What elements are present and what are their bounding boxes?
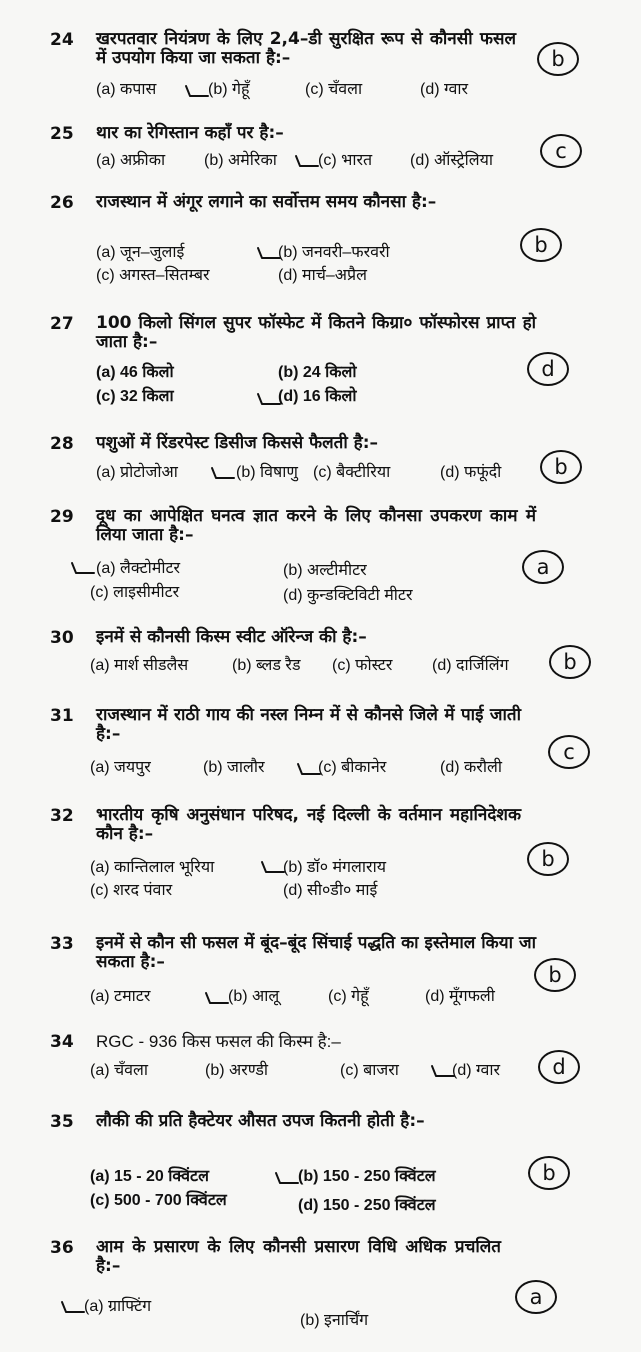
tick-mark-icon <box>294 150 320 168</box>
option-a: (a) जून–जुलाई <box>96 244 185 261</box>
answer-circle: a <box>515 1280 557 1314</box>
answer-circle: b <box>537 42 579 76</box>
option-d: (d) 150 - 250 क्विंटल <box>298 1197 436 1214</box>
answer-circle: b <box>549 645 591 679</box>
question-number: 31 <box>50 706 74 726</box>
option-a: (a) 46 किलो <box>96 364 174 381</box>
option-a: (a) प्रोटोजोआ <box>96 464 178 481</box>
option-b: (b) गेहूँ <box>208 81 250 98</box>
question-number: 28 <box>50 434 74 454</box>
question-number: 25 <box>50 124 74 144</box>
option-b: (b) जनवरी–फरवरी <box>278 244 390 261</box>
option-d: (d) सी०डी० माई <box>283 882 378 899</box>
question-text: थार का रेगिस्तान कहाँ पर है:– <box>96 123 284 143</box>
answer-circle: b <box>520 228 562 262</box>
question-number: 34 <box>50 1032 74 1052</box>
question-text: RGC - 936 किस फसल की किस्म है:– <box>96 1032 341 1051</box>
question-text: 100 किलो सिंगल सुपर फॉस्फेट में कितने किग्रा० फॉस्फोरस प्राप्त हो जाता है:– <box>96 313 536 352</box>
option-b: (b) अमेरिका <box>204 152 277 169</box>
option-b: (b) 24 किलो <box>278 364 357 381</box>
option-d: (d) ग्वार <box>452 1062 501 1079</box>
question-text: खरपतवार नियंत्रण के लिए 2,4–डी सुरक्षित रूप से कौनसी फसल में उपयोग किया जा सकता है:– <box>96 29 516 68</box>
option-c: (c) गेहूँ <box>328 988 369 1005</box>
option-c: (c) 500 - 700 क्विंटल <box>90 1192 227 1209</box>
option-b: (b) जालौर <box>203 759 265 776</box>
answer-circle: b <box>540 450 582 484</box>
tick-mark-icon <box>204 987 230 1005</box>
option-a: (a) कान्तिलाल भूरिया <box>90 859 215 876</box>
question-text: राजस्थान में अंगूर लगाने का सर्वोत्तम समय कौनसा है:– <box>96 192 437 212</box>
option-d: (d) दार्जिलिंग <box>432 657 509 674</box>
option-a: (a) ग्राफ्टिंग <box>84 1298 152 1315</box>
option-d: (d) करौली <box>440 759 502 776</box>
question-text: लौकी की प्रति हैक्टेयर औसत उपज कितनी होती है:– <box>96 1111 425 1131</box>
question-text: आम के प्रसारण के लिए कौनसी प्रसारण विधि अधिक प्रचलित है:– <box>96 1237 501 1276</box>
option-c: (c) बाजरा <box>340 1062 399 1079</box>
question-text: दूध का आपेक्षित घनत्व ज्ञात करने के लिए कौनसा उपकरण काम में लिया जाता है:– <box>96 506 536 545</box>
option-c: (c) शरद पंवार <box>90 882 173 899</box>
option-c: (c) लाइसीमीटर <box>90 584 180 601</box>
option-a: (a) चँवला <box>90 1062 149 1079</box>
option-a: (a) जयपुर <box>90 759 151 776</box>
answer-circle: d <box>527 352 569 386</box>
question-text: इनमें से कौन सी फसल में बूंद–बूंद सिंचाई पद्धति का इस्तेमाल किया जा सकता है:– <box>96 933 536 972</box>
question-number: 24 <box>50 30 74 50</box>
question-text: इनमें से कौनसी किस्म स्वीट ऑरेन्ज की है:– <box>96 627 367 647</box>
tick-mark-icon <box>210 462 236 480</box>
option-b: (b) 150 - 250 क्विंटल <box>298 1168 436 1185</box>
option-c: (c) अगस्त–सितम्बर <box>96 267 210 284</box>
answer-circle: c <box>548 735 590 769</box>
answer-circle: c <box>540 134 582 168</box>
option-a: (a) 15 - 20 क्विंटल <box>90 1168 209 1185</box>
option-c: (c) 32 किला <box>96 388 174 405</box>
question-text: पशुओं में रिंडरपेस्ट डिसीज किससे फैलती है:– <box>96 433 379 453</box>
answer-circle: b <box>527 842 569 876</box>
question-number: 32 <box>50 806 74 826</box>
option-d: (d) कुन्डक्टिविटी मीटर <box>283 587 413 604</box>
option-c: (c) बैक्टीरिया <box>313 464 391 481</box>
question-number: 30 <box>50 628 74 648</box>
option-c: (c) भारत <box>318 152 373 169</box>
option-d: (d) 16 किलो <box>278 388 357 405</box>
option-d: (d) ग्वार <box>420 81 469 98</box>
tick-mark-icon <box>70 557 96 575</box>
tick-mark-icon <box>274 1167 300 1185</box>
question-number: 36 <box>50 1238 74 1258</box>
option-d: (d) मूँगफली <box>425 988 495 1005</box>
option-b: (b) विषाणु <box>236 464 299 481</box>
answer-circle: d <box>538 1050 580 1084</box>
option-b: (b) ब्लड रैड <box>232 657 301 674</box>
option-d: (d) ऑस्ट्रेलिया <box>410 152 494 169</box>
option-b: (b) डॉ० मंगलाराय <box>283 859 387 876</box>
answer-circle: a <box>522 550 564 584</box>
option-a: (a) लैक्टोमीटर <box>96 560 181 577</box>
question-number: 33 <box>50 934 74 954</box>
option-b: (b) अल्टीमीटर <box>283 562 367 579</box>
option-c: (c) फोस्टर <box>332 657 393 674</box>
option-a: (a) टमाटर <box>90 988 151 1005</box>
question-number: 26 <box>50 193 74 213</box>
option-a: (a) कपास <box>96 81 157 98</box>
option-b: (b) इनार्चिंग <box>300 1312 369 1329</box>
question-number: 27 <box>50 314 74 334</box>
question-number: 35 <box>50 1112 74 1132</box>
option-d: (d) फफूंदी <box>440 464 502 481</box>
option-b: (b) अरण्डी <box>205 1062 269 1079</box>
option-c: (c) बीकानेर <box>318 759 387 776</box>
tick-mark-icon <box>60 1296 86 1314</box>
question-text: राजस्थान में राठी गाय की नस्ल निम्न में से कौनसे जिले में पाई जाती है:– <box>96 705 521 744</box>
tick-mark-icon <box>184 80 210 98</box>
question-number: 29 <box>50 507 74 527</box>
option-a: (a) मार्श सीडलैस <box>90 657 189 674</box>
option-a: (a) अफ्रीका <box>96 152 166 169</box>
option-d: (d) मार्च–अप्रैल <box>278 267 367 284</box>
answer-circle: b <box>528 1156 570 1190</box>
option-b: (b) आलू <box>228 988 280 1005</box>
option-c: (c) चँवला <box>305 81 363 98</box>
question-text: भारतीय कृषि अनुसंधान परिषद, नई दिल्ली के वर्तमान महानिदेशक कौन है:– <box>96 805 521 844</box>
answer-circle: b <box>534 958 576 992</box>
